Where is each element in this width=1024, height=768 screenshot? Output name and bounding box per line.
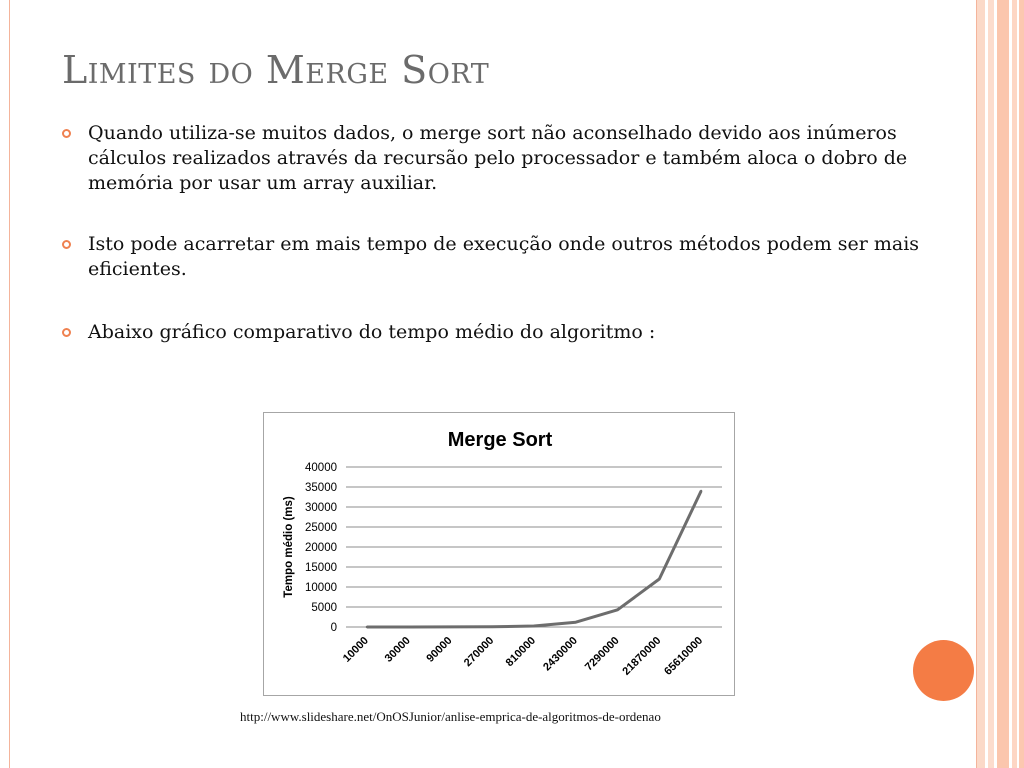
data-point xyxy=(366,626,368,628)
bullet-item xyxy=(62,320,960,345)
bullet-text: Quando utiliza-se muitos dados, o merge sort não aconselhado devido aos inúmeros cálculos realizados através da recursão pelo processador e também aloca o dobro de memória por usar um array auxiliar. xyxy=(88,122,908,194)
merge-sort-chart xyxy=(263,412,735,696)
bullet-text: Isto pode acarretar em mais tempo de execução onde outros métodos podem ser mais eficientes. xyxy=(88,233,920,280)
bullet-icon xyxy=(62,129,71,138)
data-point xyxy=(449,626,451,628)
bullet-icon xyxy=(62,240,71,249)
x-tick-label: 10000 xyxy=(340,634,372,665)
data-point xyxy=(407,626,409,628)
x-tick-label: 21870000 xyxy=(620,634,664,678)
y-tick-label: 25000 xyxy=(305,522,337,534)
bullet-icon xyxy=(62,328,71,337)
y-axis-label: Tempo médio (ms) xyxy=(283,496,295,598)
x-tick-label: 2430000 xyxy=(541,634,580,674)
bullet-text: Abaixo gráfico comparativo do tempo médio do algoritmo : xyxy=(88,321,656,343)
decorative-stripes xyxy=(977,0,1024,768)
x-tick-label: 810000 xyxy=(503,634,539,670)
data-point xyxy=(575,621,577,623)
y-tick-label: 20000 xyxy=(305,542,337,554)
x-tick-label: 90000 xyxy=(424,634,455,665)
y-tick-label: 30000 xyxy=(305,502,337,514)
source-link[interactable]: http://www.slideshare.net/OnOSJunior/anlise-emprica-de-algoritmos-de-ordenao xyxy=(240,709,661,724)
y-tick-label: 15000 xyxy=(305,562,337,574)
data-point xyxy=(616,609,618,611)
x-tick-label: 270000 xyxy=(461,634,497,670)
y-tick-label: 0 xyxy=(330,622,337,634)
data-point xyxy=(533,625,535,627)
x-tick-label: 65610000 xyxy=(662,634,706,678)
y-tick-label: 5000 xyxy=(311,602,337,614)
data-point xyxy=(658,578,660,580)
y-tick-label: 10000 xyxy=(305,582,337,594)
bullet-item xyxy=(62,121,960,196)
x-tick-label: 7290000 xyxy=(582,634,622,674)
data-point xyxy=(700,490,702,492)
decorative-circle xyxy=(913,640,974,701)
bullet-item xyxy=(62,232,960,282)
slide-title: Limites do Merge Sort xyxy=(62,48,490,92)
data-point xyxy=(491,626,493,628)
chart-title: Merge Sort xyxy=(447,429,553,451)
y-tick-label: 40000 xyxy=(305,462,337,474)
y-tick-label: 35000 xyxy=(305,482,337,494)
x-tick-label: 30000 xyxy=(382,634,413,665)
chart-svg xyxy=(264,413,736,697)
